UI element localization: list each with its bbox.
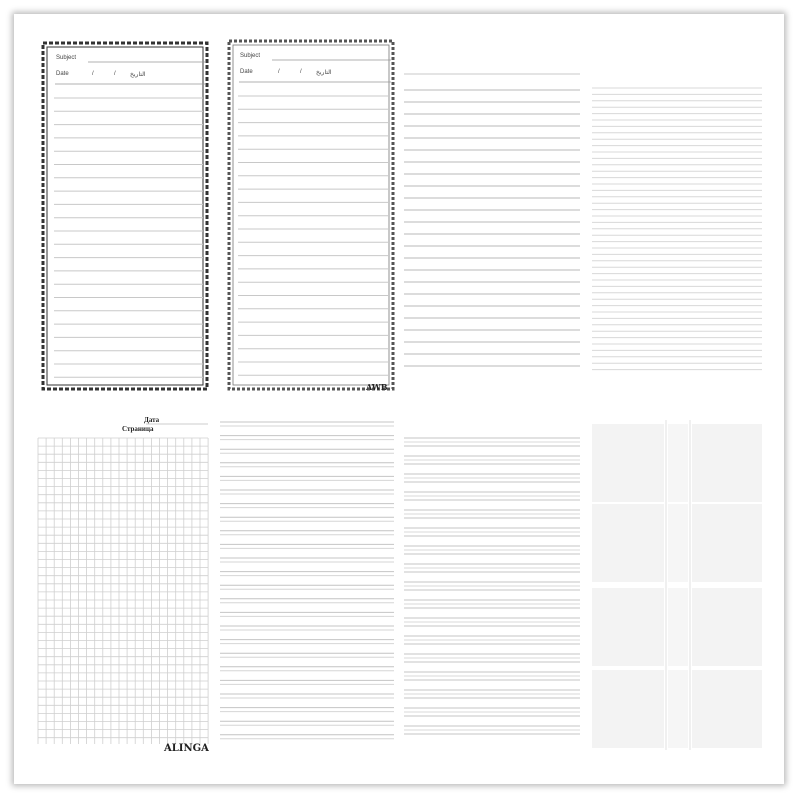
date-label-russian: Дата [144,416,160,424]
date-label: Date [240,69,253,75]
date-separator-2: / [114,71,116,77]
date-separator-1: / [92,71,94,77]
sheet-lined-triples [404,434,580,746]
sheet-7-lines [404,434,580,746]
sheet-lined-pairs [220,418,394,750]
sheet-4-lines [592,84,762,376]
blank-panel [692,670,762,748]
sheet-1-lines [40,40,210,392]
sheet-3-lines [404,70,582,370]
subject-label: Subject [56,55,77,61]
sheet-2-lines [226,38,396,394]
subject-label: Subject [240,53,261,59]
blank-panel [592,588,664,666]
blank-panel [668,588,688,666]
sheet-subject-date-border-2 [226,38,396,394]
blank-panel [692,588,762,666]
date-label: Date [56,71,69,77]
sheet-8-panels [592,420,762,750]
date-label-arabic: التاريخ [130,72,146,78]
sheet-graph-grid [36,412,212,758]
blank-panel [692,504,762,582]
blank-panel [668,670,688,748]
sheet-blank-panels [592,420,762,750]
sheet-6-lines [220,418,394,750]
date-separator-2: / [300,69,302,75]
sheet-subject-date-border-1 [40,40,210,392]
sheet-lined-narrow [592,84,762,376]
date-separator-1: / [278,69,280,75]
brand-logo-alinga: ALINGA [164,743,209,754]
decorative-border [229,41,393,389]
page-label-russian: Страница [122,425,154,433]
blank-panel [592,670,664,748]
blank-panel [668,504,688,582]
date-label-arabic: التاريخ [316,70,332,76]
blank-panel [692,424,762,502]
blank-panel [668,424,688,502]
sheet-lined-wide [404,70,582,370]
blank-panel [592,504,664,582]
brand-logo-partial: AWB [366,382,388,392]
blank-panel [592,424,664,502]
sheet-5-grid [36,412,212,758]
